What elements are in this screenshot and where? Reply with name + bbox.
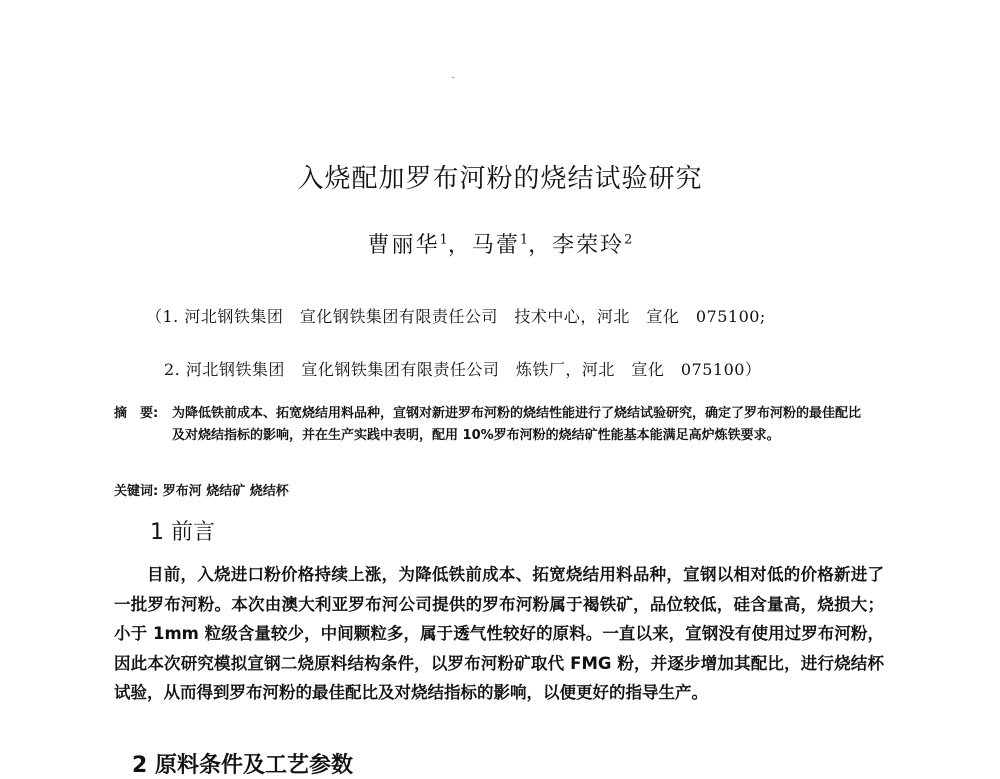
section-1-body: 目前，入烧进口粉价格持续上涨，为降低铁前成本、拓宽烧结用料品种，宣钢以相对低的价格新进了一批罗布河粉。本次由澳大利亚罗布河公司提供的罗布河粉属于褐铁矿，品位较低，硅含量高，烧损大；小于 1mm 粒级含量较少，中间颗粒多，属于透气性较好的原料。一直以来，宣钢没有使用过罗布河粉，因此本次研究模拟宣钢二烧原料结构条件，以罗布河粉矿取代 FMG 粉，并逐步增加其配比，进行烧结杯试验，从而得到罗布河粉的最佳配比及对烧结指标的影响，以便更好的指导生产。	[114, 565, 884, 702]
section-1-heading: 1 前言	[150, 520, 215, 545]
keywords: 关键词: 罗布河 烧结矿 烧结杯	[114, 484, 289, 499]
abstract	[114, 403, 884, 447]
abstract-label: 摘 要:	[114, 406, 159, 421]
author-separator: ，	[447, 233, 472, 258]
paper-title: 入烧配加罗布河粉的烧结试验研究	[297, 164, 703, 194]
author-2-affil-mark: 1	[519, 232, 529, 248]
section-2-heading: 2 原料条件及工艺参数	[132, 753, 353, 778]
author-line	[0, 228, 1000, 259]
author-1-affil-mark: 1	[439, 232, 448, 248]
author-separator: ，	[528, 233, 553, 258]
affiliation-1: （1. 河北钢铁集团 宣化钢铁集团有限责任公司 技术中心，河北 宣化 075100;	[146, 307, 766, 326]
author-2-name: 马蕾	[471, 233, 520, 258]
abstract-text: 为降低铁前成本、拓宽烧结用料品种，宣钢对新进罗布河粉的烧结性能进行了烧结试验研究，确定了罗布河粉的最佳配比及对烧结指标的影响，并在生产实践中表明，配用 10%罗布河粉的烧结矿性能基本能满足高炉炼铁要求。	[172, 406, 862, 443]
scan-speck	[452, 77, 454, 78]
author-1-name: 曹丽华	[367, 233, 440, 258]
affiliation-2: 2. 河北钢铁集团 宣化钢铁集团有限责任公司 炼铁厂，河北 宣化 075100）	[164, 360, 762, 379]
author-3-name: 李荣玲	[552, 233, 625, 258]
author-3-affil-mark: 2	[624, 232, 633, 248]
